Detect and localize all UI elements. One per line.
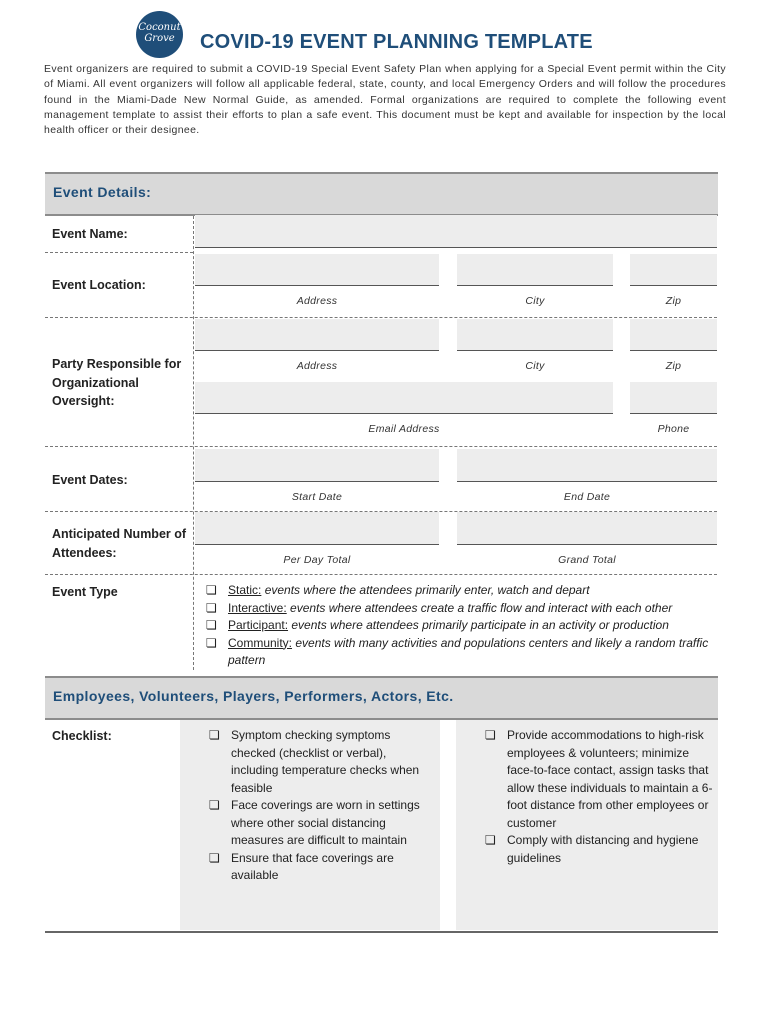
event-type-static[interactable] [206,582,718,600]
event-type-participant[interactable] [206,617,718,635]
checklist-right-items [485,727,715,867]
location-zip-field[interactable] [630,254,717,286]
divider [45,317,717,318]
event-details-section-header [45,172,718,216]
grand-total-field[interactable] [457,512,717,545]
per-day-caption: Per Day Total [283,554,351,566]
event-type-options [206,582,718,670]
checkbox-icon[interactable]: ❏ [485,833,496,847]
city-caption: City [525,295,545,307]
checklist-item[interactable] [485,832,715,867]
checklist-item-text: Provide accommodations to high-risk employees & volunteers; minimize face-to-face contact, assign tasks that allow these individuals to maintain a 6-foot distance from other employees or customer [507,728,713,830]
checklist-item[interactable] [209,727,435,797]
option-desc: events where attendees primarily participate in an activity or production [288,618,669,632]
checklist-label: Checklist: [52,729,112,743]
checklist-item-text: Comply with distancing and hygiene guidelines [507,833,699,865]
event-type-community[interactable] [206,635,718,670]
party-responsible-label: Party Responsible for Organizational Oversight: [52,357,182,408]
checkbox-icon[interactable]: ❏ [209,850,220,865]
start-date-field[interactable] [195,449,439,482]
option-name: Community: [228,635,293,650]
checklist-item-text: Symptom checking symptoms checked (checklist or verbal), including temperature checks when feasible [231,728,420,795]
option-desc: events where the attendees primarily enter, watch and depart [261,583,590,597]
checkbox-icon[interactable]: ❏ [206,600,217,615]
checklist-item[interactable] [485,727,715,832]
phone-caption: Phone [657,423,690,435]
checkbox-icon[interactable]: ❏ [209,728,220,742]
checkbox-icon[interactable]: ❏ [206,618,217,632]
intro-paragraph: Event organizers are required to submit a COVID-19 Special Event Safety Plan when applying for a Special Event permit within the City of Miami. All event organizers will follow all applicable federal, state, county, and local Emergency Orders and will follow the procedures found in the Miami-Dade New Normal Guide, as amended. Formal organizations are required to complete the following event management template to assist their efforts to plan a safe event. This document must be kept and available for inspection by the local health officer or their designee. [44,63,726,137]
location-address-field[interactable] [195,254,439,286]
party-email-field[interactable] [195,382,613,414]
option-name: Interactive: [228,600,287,615]
checklist-item[interactable] [209,850,435,885]
option-desc: events where attendees create a traffic flow and interact with each other [286,600,673,615]
location-city-field[interactable] [457,254,613,286]
event-dates-label: Event Dates: [52,473,128,487]
party-address-field[interactable] [195,319,439,351]
end-date-caption: End Date [563,491,611,503]
per-day-total-field[interactable] [195,512,439,545]
start-date-caption: Start Date [291,491,343,503]
event-location-label: Event Location: [52,278,146,292]
checkbox-icon[interactable]: ❏ [206,635,217,650]
party-zip-field[interactable] [630,319,717,351]
address-caption: Address [296,295,338,307]
divider [45,446,717,447]
event-type-interactive[interactable] [206,600,718,618]
end-date-field[interactable] [457,449,717,482]
party-phone-field[interactable] [630,382,717,414]
divider [45,252,193,253]
option-name: Static: [228,583,262,597]
checklist-item-text: Ensure that face coverings are available [231,850,394,882]
bottom-rule [45,931,718,933]
checkbox-icon[interactable]: ❏ [485,728,496,742]
event-name-field[interactable] [195,215,717,248]
email-caption: Email Address [368,423,440,435]
event-details-heading: Event Details: [53,184,152,200]
grand-total-caption: Grand Total [558,554,616,566]
address-caption: Address [296,360,338,372]
zip-caption: Zip [665,295,682,307]
column-divider [193,216,194,670]
checklist-item-text: Face coverings are worn in settings where other social distancing measures are difficult to maintain [231,798,420,847]
city-caption: City [525,360,545,372]
coconut-grove-logo [136,11,183,58]
zip-caption: Zip [665,360,682,372]
party-city-field[interactable] [457,319,613,351]
checkbox-icon[interactable]: ❏ [209,798,220,812]
checkbox-icon[interactable]: ❏ [206,583,217,597]
option-name: Participant: [228,618,289,632]
event-type-label: Event Type [52,585,118,599]
divider [45,574,717,575]
employees-section-header [45,676,718,720]
page-title: COVID-19 EVENT PLANNING TEMPLATE [200,31,593,53]
employees-heading: Employees, Volunteers, Players, Performers, Actors, Etc. [53,688,454,704]
option-desc: events with many activities and populations centers and likely a random traffic pattern [228,635,709,667]
event-name-label: Event Name: [52,227,128,241]
checklist-left-items [209,727,435,885]
attendees-label: Anticipated Number of Attendees: [52,527,187,560]
logo-text: Coconut Grove [138,22,181,44]
checklist-item[interactable] [209,797,435,850]
